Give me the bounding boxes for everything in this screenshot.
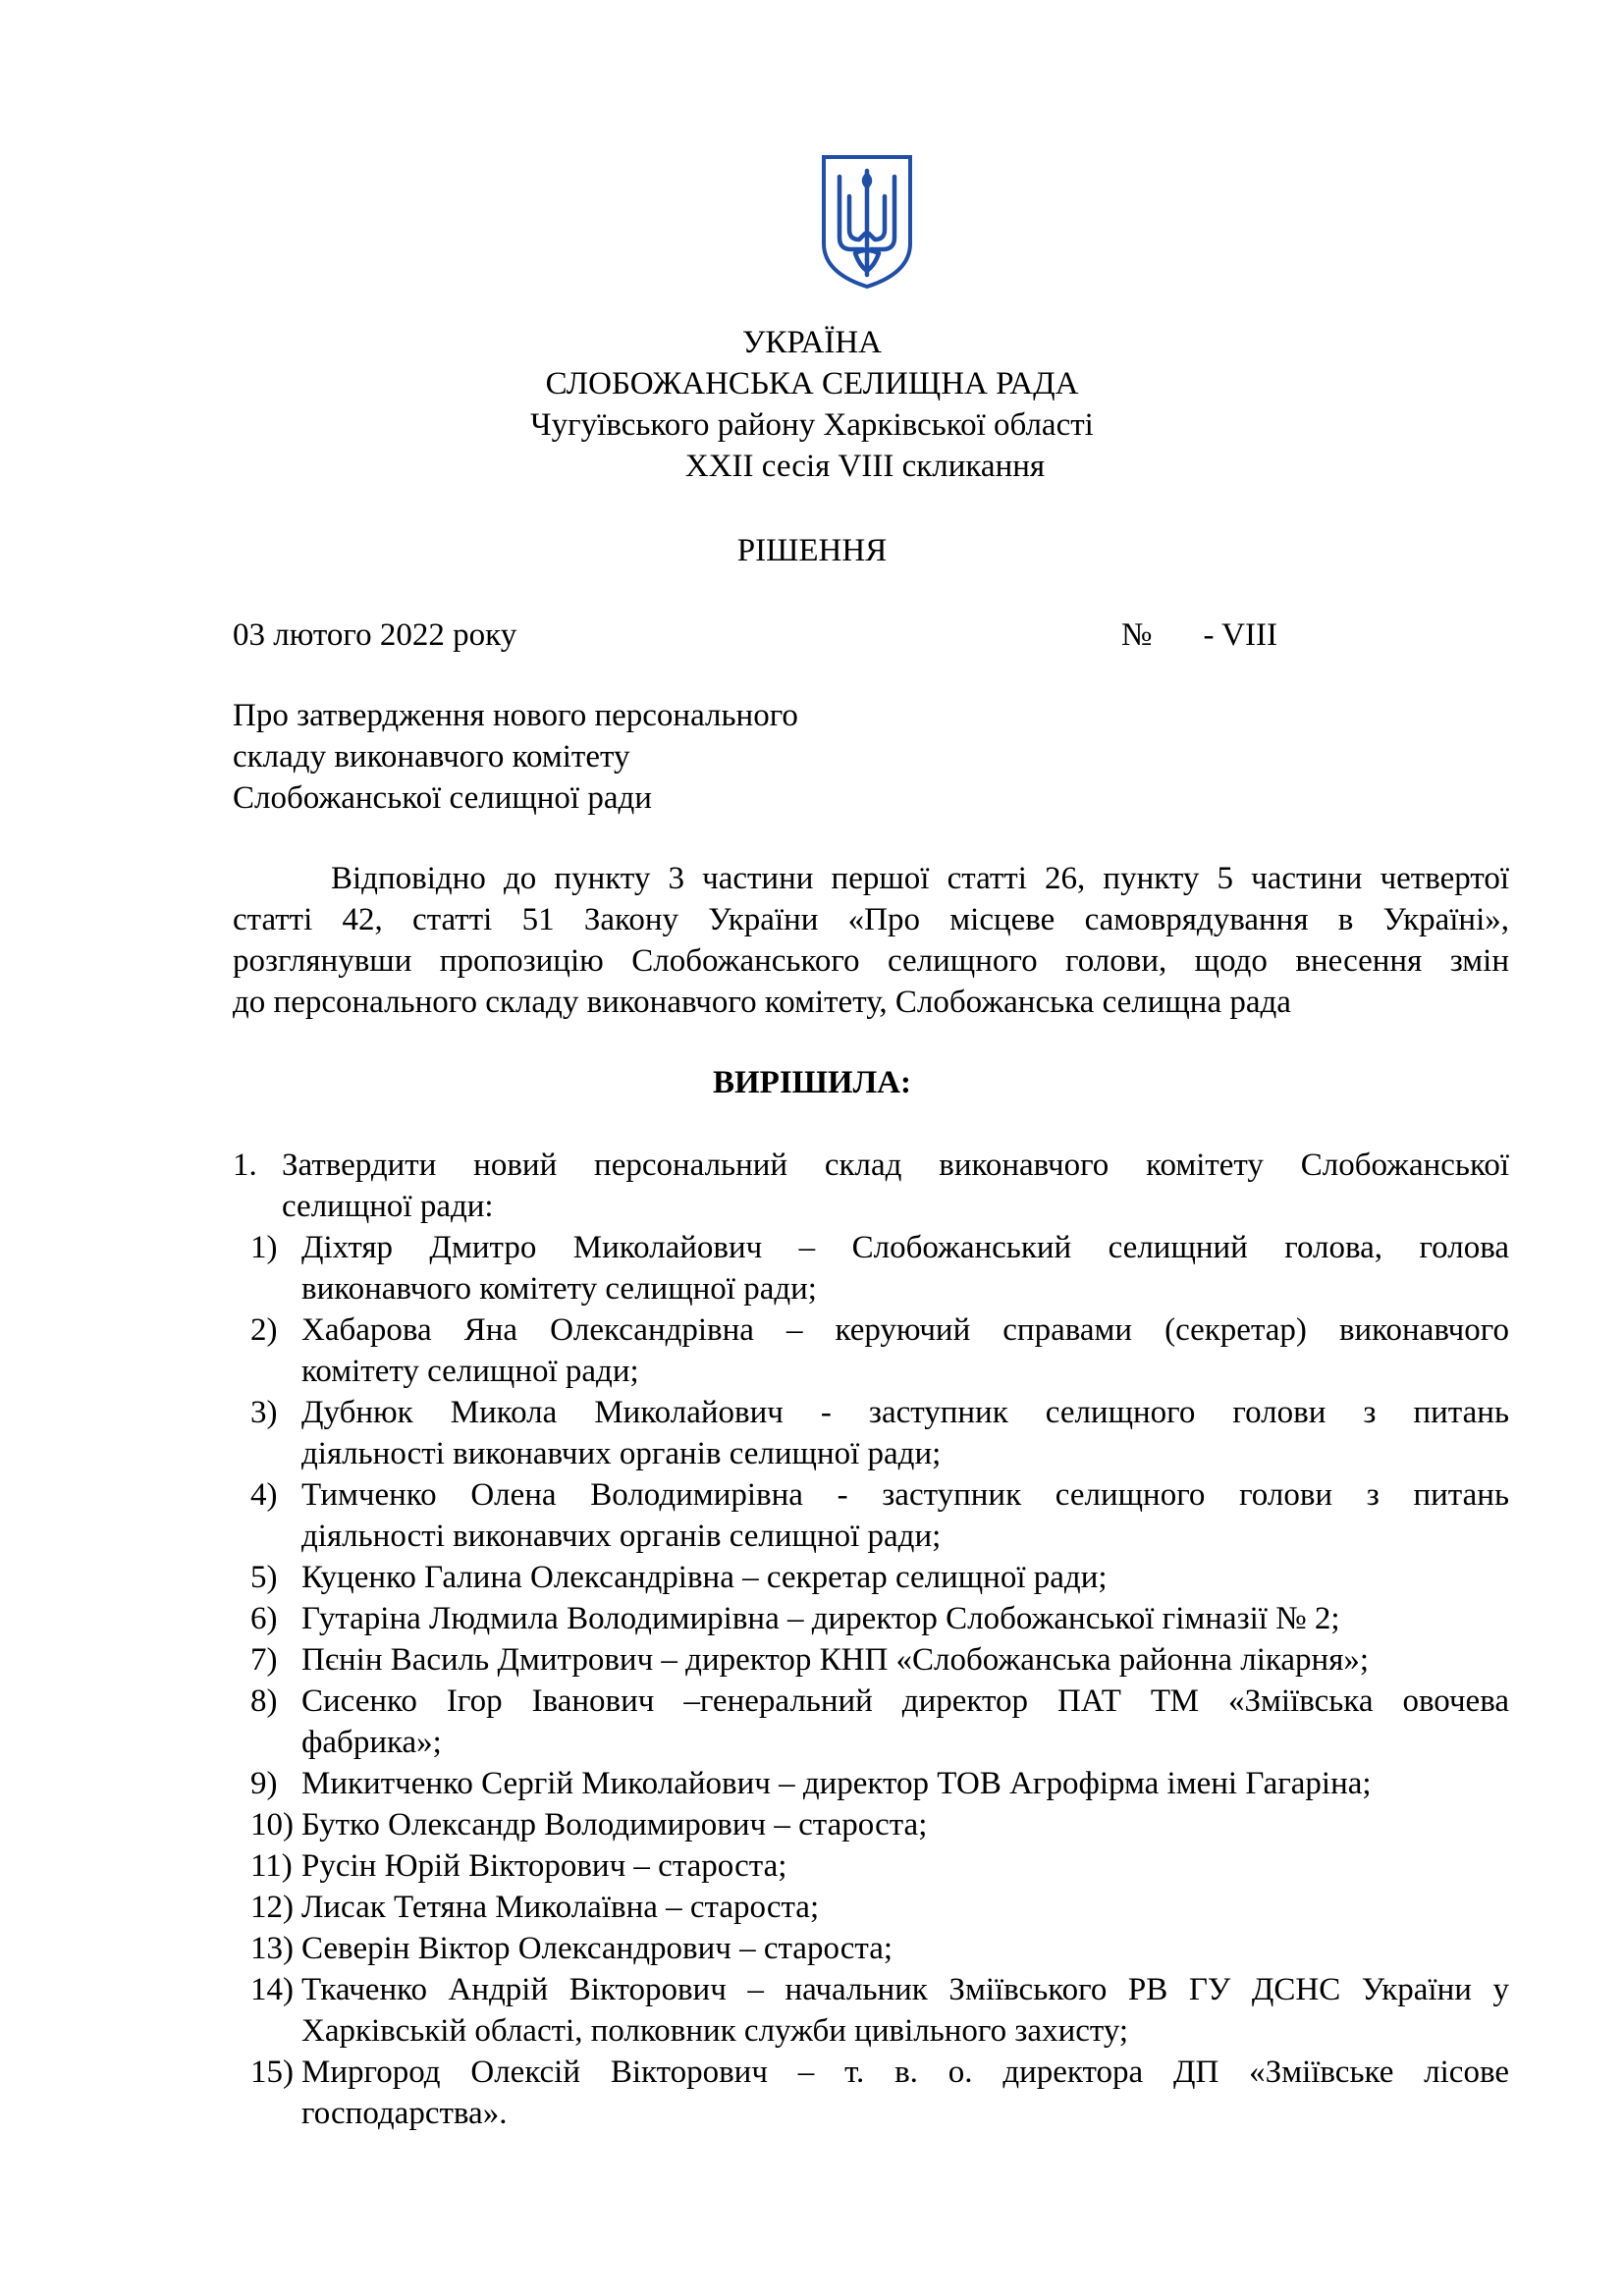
resolution-item-1 [233, 1145, 1509, 1227]
district-name: Чугуївського району Харківської області [530, 407, 1094, 443]
committee-member-item [0, 1804, 1624, 1845]
member-number: 7) [250, 1642, 278, 1678]
document-type: РІШЕННЯ [736, 533, 888, 568]
coat-of-arms-icon [820, 153, 914, 291]
member-number: 12) [250, 1890, 294, 1925]
member-text-line: Діхтяр Дмитро Миколайович – Слобожанський селищний голова, голова [301, 1230, 1509, 1265]
member-text-line: Харківській області, полковник служби цивільного захисту; [301, 2013, 1129, 2049]
member-number: 13) [250, 1931, 294, 1966]
member-number: 4) [250, 1477, 278, 1513]
decision-date: 03 лютого 2022 року [233, 617, 517, 653]
committee-member-item [0, 1763, 1624, 1804]
item-text-line: Затвердити новий персональний склад виконавчого комітету Слобожанської [282, 1148, 1509, 1183]
item-text-line: селищної ради: [282, 1189, 494, 1224]
subject-line: Слобожанської селищної ради [233, 780, 652, 816]
member-text-line: Бутко Олександр Володимирович – староста; [301, 1807, 928, 1842]
decision-subject [233, 695, 798, 819]
member-text-line: Куценко Галина Олександрівна – секретар селищної ради; [301, 1560, 1108, 1595]
committee-member-item [0, 1474, 1624, 1557]
member-text-line: Гутаріна Людмила Володимирівна – директор Слобожанської гімназії № 2; [301, 1601, 1340, 1636]
document-header [0, 322, 1624, 487]
preamble-line: Відповідно до пункту 3 частини першої статті 26, пункту 5 частини четвертої [331, 861, 1509, 896]
country-name: УКРАЇНА [742, 325, 882, 360]
member-text-line: Пєнін Василь Дмитрович – директор КНП «Слобожанська районна лікарня»; [301, 1642, 1370, 1678]
committee-member-item [0, 1557, 1624, 1598]
member-text-line: Сисенко Ігор Іванович –генеральний директор ПАТ ТМ «Зміївська овочева [301, 1683, 1509, 1719]
member-text-line: комітету селищної ради; [301, 1354, 639, 1389]
subject-line: Про затвердження нового персонального [233, 698, 798, 733]
council-name: СЛОБОЖАНСЬКА СЕЛИЩНА РАДА [545, 366, 1079, 401]
member-text-line: фабрика»; [301, 1725, 442, 1760]
member-text-line: Хабарова Яна Олександрівна – керуючий справами (секретар) виконавчого [301, 1312, 1509, 1348]
member-text-line: Северін Віктор Олександрович – староста; [301, 1931, 893, 1966]
committee-member-item [0, 1309, 1624, 1392]
member-text-line: виконавчого комітету селищної ради; [301, 1271, 817, 1307]
preamble-line: розглянувши пропозицію Слобожанського селищного голови, щодо внесення змін [233, 943, 1509, 979]
member-number: 11) [250, 1848, 293, 1884]
number-suffix: - VIII [1203, 617, 1277, 653]
subject-line: складу виконавчого комітету [233, 739, 630, 774]
member-number: 5) [250, 1560, 278, 1595]
preamble-paragraph [233, 858, 1509, 1023]
preamble-line: до персонального складу виконавчого комітету, Слобожанська селищна рада [233, 985, 1291, 1020]
member-text-line: Ткаченко Андрій Вікторович – начальник Зміївського РВ ГУ ДСНС України у [301, 1972, 1509, 2007]
committee-member-item [0, 1392, 1624, 1474]
member-text-line: господарства». [301, 2096, 508, 2131]
member-number: 10) [250, 1807, 294, 1842]
member-number: 9) [250, 1766, 278, 1801]
committee-member-item [0, 1639, 1624, 1681]
committee-member-item [0, 1928, 1624, 1969]
resolved-heading: ВИРІШИЛА: [713, 1065, 911, 1100]
committee-member-item [0, 1845, 1624, 1887]
number-sign: № [1121, 617, 1153, 653]
member-number: 15) [250, 2055, 294, 2090]
preamble-line: статті 42, статті 51 Закону України «Про місцеве самоврядування в Україні», [233, 902, 1509, 937]
decision-number [1121, 614, 1277, 656]
committee-member-item [0, 1681, 1624, 1763]
member-number: 14) [250, 1972, 294, 2007]
member-number: 3) [250, 1395, 278, 1430]
member-text-line: Дубнюк Микола Миколайович - заступник селищного голови з питань [301, 1395, 1509, 1430]
member-number: 6) [250, 1601, 278, 1636]
member-text-line: Лисак Тетяна Миколаївна – староста; [301, 1890, 820, 1925]
committee-member-item [0, 1887, 1624, 1928]
session-info: XXII сесія VIII скликання [684, 449, 1046, 484]
committee-members-list [0, 1227, 1624, 2134]
member-text-line: діяльності виконавчих органів селищної ради; [301, 1436, 942, 1471]
committee-member-item [0, 2052, 1624, 2134]
member-text-line: діяльності виконавчих органів селищної ради; [301, 1519, 942, 1554]
member-number: 1) [250, 1230, 278, 1265]
member-text-line: Микитченко Сергій Миколайович – директор ТОВ Агрофірма імені Гагаріна; [301, 1766, 1372, 1801]
committee-member-item [0, 1969, 1624, 2052]
member-text-line: Тимченко Олена Володимирівна - заступник селищного голови з питань [301, 1477, 1509, 1513]
member-number: 8) [250, 1683, 278, 1719]
committee-member-item [0, 1598, 1624, 1639]
member-text-line: Миргород Олексій Вікторович – т. в. о. директора ДП «Зміївське лісове [301, 2055, 1509, 2090]
committee-member-item [0, 1227, 1624, 1309]
member-text-line: Русін Юрій Вікторович – староста; [301, 1848, 787, 1884]
item-number: 1. [233, 1148, 257, 1183]
member-number: 2) [250, 1312, 278, 1348]
